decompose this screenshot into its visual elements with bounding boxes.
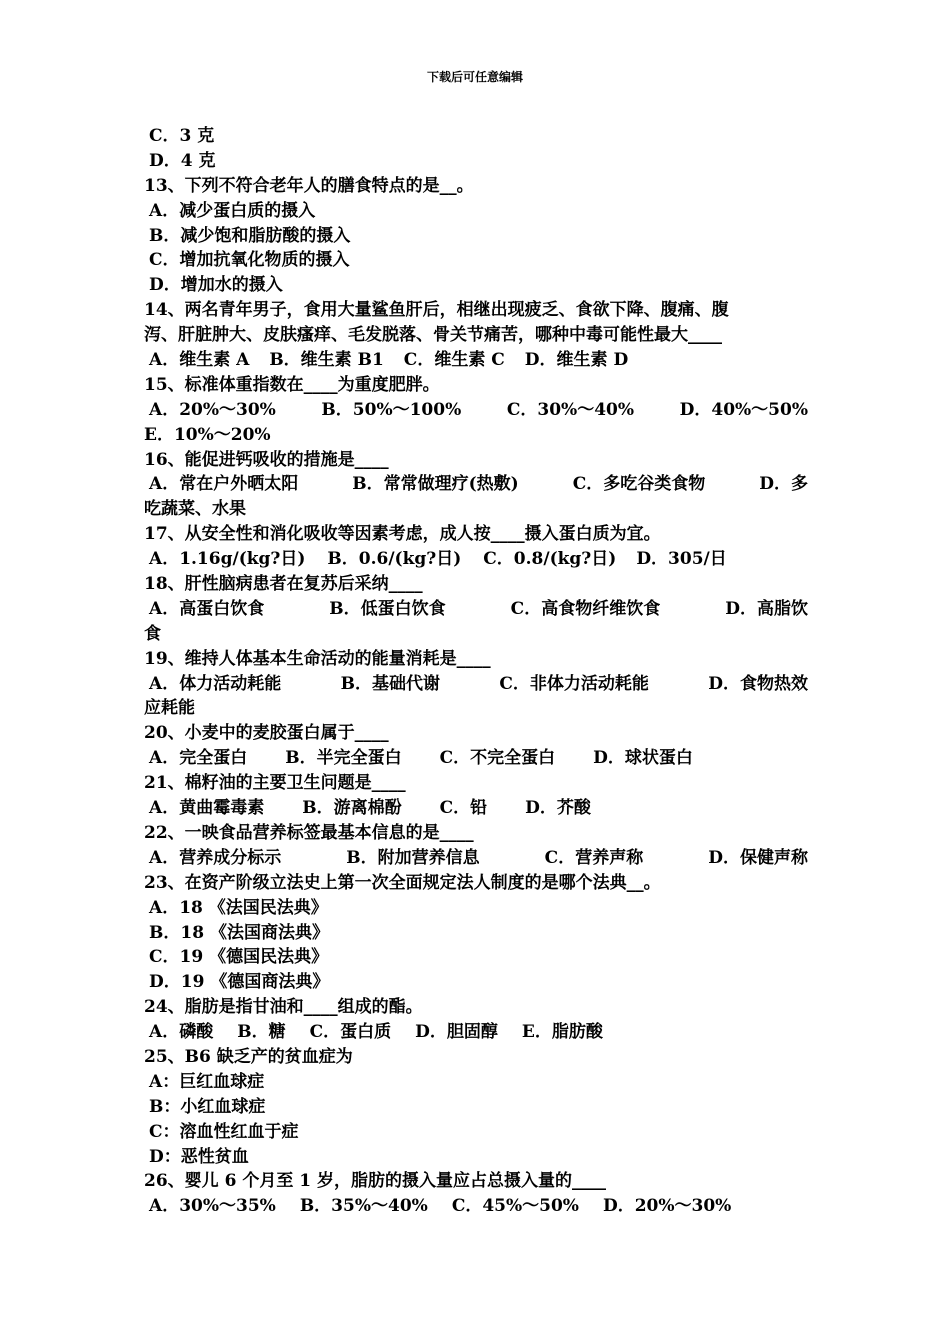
question-line: E．10%～20% [144, 424, 271, 445]
question-line: 19、维持人体基本生命活动的能量消耗是____ [144, 648, 491, 669]
option-item: B．糖 [237, 1022, 286, 1043]
option-item: B．基础代谢 [340, 673, 440, 694]
option-item: A．高蛋白饮食 [149, 598, 265, 619]
document-body [144, 124, 808, 1219]
option-line: A．18 《法国民法典》 [149, 897, 328, 918]
question-line: 15、标准体重指数在____为重度肥胖。 [144, 374, 440, 395]
option-item: D．40%～50% [679, 399, 808, 420]
option-line: A．减少蛋白质的摄入 [149, 200, 316, 221]
option-item: C．营养声称 [544, 847, 644, 868]
option-item: A．20%～30% [149, 399, 276, 420]
option-item: C．多吃谷类食物 [572, 474, 706, 495]
option-item: D．多 [759, 474, 808, 495]
option-item: D．20%～30% [602, 1196, 732, 1217]
question-line: 22、一映食品营养标签最基本信息的是____ [144, 822, 474, 843]
option-item: A．完全蛋白 [149, 748, 248, 769]
option-item: C．高食物纤维饮食 [510, 598, 661, 619]
option-row [144, 1194, 808, 1219]
option-row [144, 796, 808, 821]
option-item: A．体力活动耗能 [149, 673, 282, 694]
option-line: D：恶性贫血 [149, 1146, 249, 1167]
option-item: D．芥酸 [525, 798, 591, 819]
question-line: 14、两名青年男子，食用大量鲨鱼肝后，相继出现疲乏、食欲下降、腹痛、腹 [144, 300, 729, 321]
option-line: D．增加水的摄入 [149, 275, 283, 296]
option-item: A．磷酸 [149, 1022, 214, 1043]
option-line: C．3 克 [149, 126, 215, 146]
question-line: 25、B6 缺乏产的贫血症为 [144, 1046, 353, 1067]
option-item: B．50%～100% [321, 399, 462, 420]
option-item: C．非体力活动耗能 [499, 673, 649, 694]
option-row [144, 398, 808, 423]
option-item: A．黄曲霉毒素 [149, 798, 265, 819]
option-row [144, 746, 808, 771]
option-item: D．食物热效 [708, 673, 808, 694]
option-item: C．45%～50% [451, 1196, 579, 1217]
option-line: C．19 《德国民法典》 [149, 947, 329, 968]
page-header: 下载后可任意编辑 [426, 70, 523, 84]
question-line: 17、从安全性和消化吸收等因素考虑，成人按____摄入蛋白质为宜。 [144, 524, 661, 545]
question-line: 18、肝性脑病患者在复苏后采纳____ [144, 574, 423, 595]
option-item: B．维生素 B1 [269, 350, 384, 371]
option-item: C．维生素 C [403, 350, 505, 371]
question-line: 20、小麦中的麦胶蛋白属于____ [144, 723, 389, 744]
option-line: D．19 《德国商法典》 [149, 972, 330, 993]
option-item: C．0.8/(kg?日) [483, 549, 617, 570]
option-line: B．18 《法国商法典》 [149, 922, 329, 943]
option-line: C．增加抗氧化物质的摄入 [149, 250, 350, 271]
option-row [144, 472, 808, 497]
option-item: D．球状蛋白 [593, 748, 693, 769]
option-item: A．维生素 A [149, 350, 250, 371]
option-item: D．保健声称 [708, 847, 808, 868]
option-item: C．铅 [439, 798, 488, 819]
option-row [144, 597, 808, 622]
option-item: A．1.16g/(kg?日) [149, 549, 306, 570]
question-line: 26、婴儿 6 个月至 1 岁，脂肪的摄入量应占总摄入量的____ [144, 1171, 606, 1192]
question-line: 23、在资产阶级立法史上第一次全面规定法人制度的是哪个法典__。 [144, 872, 661, 893]
option-item: C．30%～40% [506, 399, 635, 420]
option-item: E．脂肪酸 [521, 1022, 603, 1043]
question-line: 泻、肝脏肿大、皮肤瘙痒、毛发脱落、骨关节痛苦，哪种中毒可能性最大____ [144, 325, 722, 346]
option-row [144, 672, 808, 697]
option-line: D．4 克 [149, 150, 216, 171]
option-item: A．常在户外晒太阳 [149, 474, 299, 495]
option-item: B．附加营养信息 [346, 847, 480, 868]
option-item: D．胆固醇 [415, 1022, 498, 1043]
question-line: 16、能促进钙吸收的措施是____ [144, 449, 389, 470]
option-line: C：溶血性红血于症 [149, 1121, 299, 1142]
option-item: B．常常做理疗(热敷) [352, 474, 519, 495]
question-line: 吃蔬菜、水果 [144, 499, 246, 520]
option-row [144, 547, 808, 572]
option-line: B．减少饱和脂肪酸的摄入 [149, 225, 351, 246]
question-line: 应耗能 [144, 698, 195, 719]
option-item: B．0.6/(kg?日) [327, 549, 462, 570]
option-item: B．半完全蛋白 [285, 748, 402, 769]
option-item: D．维生素 D [524, 350, 629, 371]
question-line: 21、棉籽油的主要卫生问题是____ [144, 773, 406, 794]
option-item: C．蛋白质 [309, 1022, 392, 1043]
option-item: B．低蛋白饮食 [329, 598, 446, 619]
option-item: D．高脂饮 [725, 598, 808, 619]
question-line: 24、脂肪是指甘油和____组成的酯。 [144, 997, 423, 1018]
option-row [144, 846, 808, 871]
option-line: B：小红血球症 [149, 1096, 266, 1117]
option-item: B．游离棉酚 [302, 798, 402, 819]
option-row [144, 1020, 808, 1045]
option-line: A：巨红血球症 [149, 1071, 265, 1092]
option-item: A．营养成分标示 [149, 847, 282, 868]
question-line: 食 [144, 623, 161, 644]
option-item: D．305/日 [636, 549, 727, 570]
option-item: A．30%～35% [149, 1196, 276, 1217]
option-item: B．35%～40% [299, 1196, 428, 1217]
option-row [144, 348, 808, 373]
question-line: 13、下列不符合老年人的膳食特点的是__。 [144, 175, 474, 196]
option-item: C．不完全蛋白 [439, 748, 556, 769]
